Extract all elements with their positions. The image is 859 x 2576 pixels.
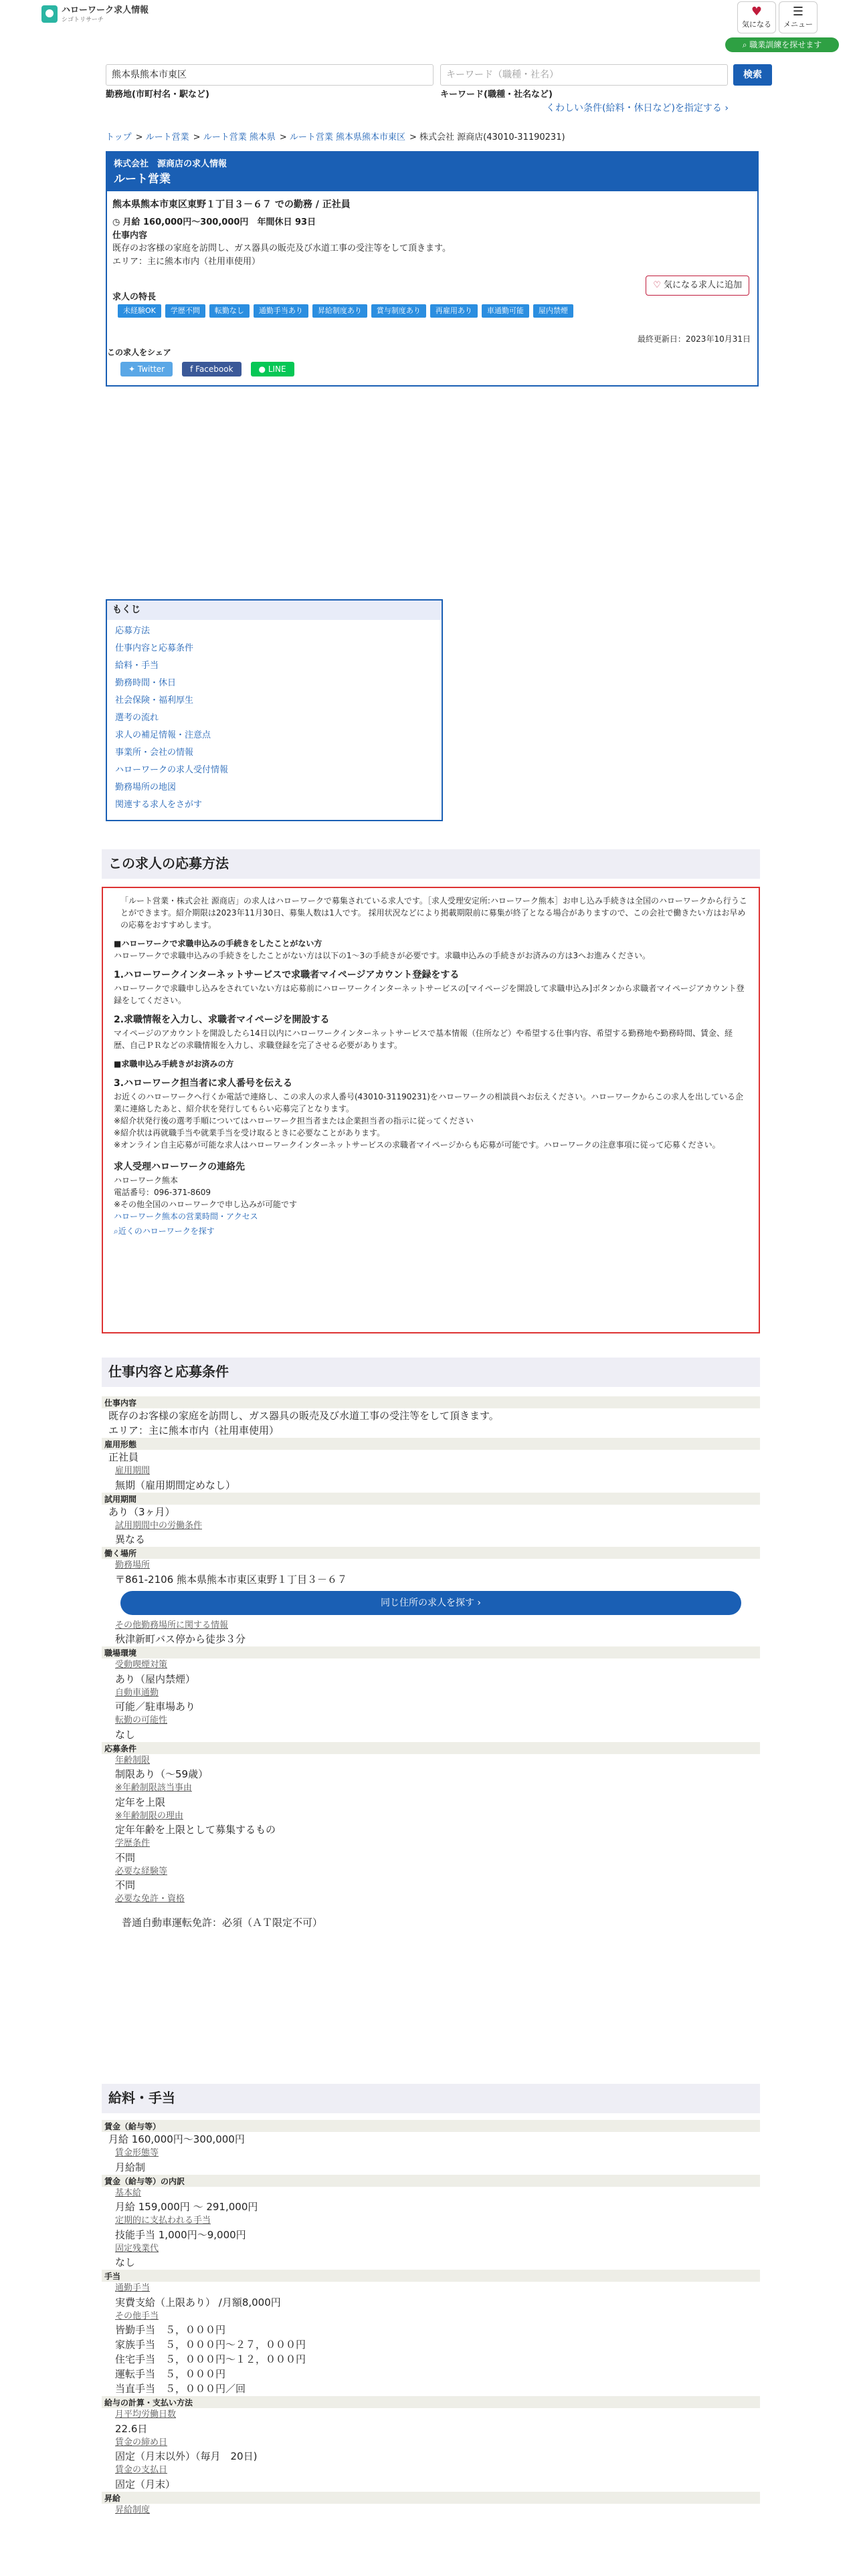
search-icon: ⌕: [742, 40, 750, 49]
sub-value: 異なる: [115, 1533, 146, 1545]
row-value: 既存のお客様の家庭を訪問し、ガス器具の販売及び水道工事の受注等をして頂きます。: [108, 1410, 499, 1422]
sub-value: 定年を上限: [115, 1796, 166, 1808]
job-summary-card: [106, 151, 759, 387]
keyword-input[interactable]: キーワード（職種・社名）: [440, 64, 728, 86]
twitter-label: Twitter: [137, 364, 165, 374]
hellowork-name: ハローワーク熊本: [114, 1176, 179, 1185]
sub-value: 〒861-2106 熊本県熊本市東区東野１丁目３－６７: [115, 1573, 347, 1586]
feature-tag[interactable]: 再雇用あり: [430, 304, 478, 318]
row-heading: 給与の計算・支払い方法: [102, 2396, 760, 2408]
sub-value: 制限あり（～59歳）: [115, 1768, 209, 1780]
twitter-icon: ✦: [128, 364, 138, 374]
apply-step2-heading: 2.求職情報を入力し、求職者マイページを開設する: [114, 1014, 330, 1025]
hellowork-hours-link[interactable]: ハローワーク熊本の営業時間・アクセス: [114, 1212, 258, 1221]
breadcrumb-item[interactable]: ルート営業: [145, 132, 189, 142]
sub-value: 住宅手当 ５，０００円～１２，０００円: [115, 2353, 306, 2365]
nearby-hellowork-link[interactable]: [114, 1225, 748, 1237]
toc-item[interactable]: 給料・手当: [115, 661, 159, 671]
facebook-icon: f: [190, 364, 196, 374]
breadcrumb-item[interactable]: トップ: [106, 132, 132, 142]
toc-item[interactable]: 関連する求人をさがす: [115, 800, 203, 810]
apply-step3-heading: 3.ハローワーク担当者に求人番号を伝える: [114, 1078, 293, 1089]
favorites-button[interactable]: [737, 1, 776, 33]
facebook-label: Facebook: [195, 364, 233, 374]
sub-value: 秋津新町バス停から徒歩３分: [115, 1633, 246, 1645]
area-input[interactable]: 熊本県熊本市東区: [106, 64, 434, 86]
feature-tags: [112, 304, 752, 318]
sub-value: なし: [115, 2256, 136, 2268]
toc-item[interactable]: 事業所・会社の情報: [115, 748, 194, 758]
sub-heading[interactable]: 定期的に支払われる手当: [115, 2216, 211, 2226]
job-card-header: [107, 152, 757, 191]
sub-heading[interactable]: ※年齢制限該当事由: [115, 1783, 192, 1793]
features-label: 求人の特長: [112, 292, 157, 302]
favorites-label: 気になる: [742, 20, 771, 29]
apply-first-text: ハローワークで求職申込みの手続きをしたことがない方は以下の1～3の手続きが必要です。求職申込みの手続きがお済みの方は3へお進みください。: [114, 951, 650, 960]
logo-subtitle: シゴトリサーチ: [62, 17, 104, 23]
nearby-hellowork-label: 近くのハローワークを探す: [118, 1226, 215, 1236]
logo-icon: [41, 5, 58, 23]
add-favorite-button[interactable]: [646, 276, 749, 296]
toc-item[interactable]: 勤務場所の地図: [115, 782, 177, 792]
row-heading: 職場環境: [102, 1646, 760, 1658]
table-of-contents: [106, 599, 443, 821]
training-label: 職業訓練を探せます: [749, 40, 822, 49]
sub-value: 可能／駐車場あり: [115, 1701, 196, 1713]
row-heading: 仕事内容: [102, 1396, 760, 1408]
apply-step1-heading: 1.ハローワークインターネットサービスで求職者マイページアカウント登録をする: [114, 970, 460, 980]
site-header: [0, 0, 859, 60]
sub-value: 月給 159,000円 ～ 291,000円: [115, 2201, 258, 2213]
sub-heading[interactable]: 年齢制限: [115, 1755, 151, 1765]
feature-tag[interactable]: 通勤手当あり: [254, 304, 308, 318]
sub-heading[interactable]: 通勤手当: [115, 2283, 151, 2293]
hellowork-tel: 電話番号：096-371-8609: [114, 1188, 211, 1197]
sub-heading[interactable]: その他手当: [115, 2311, 159, 2321]
toc-item[interactable]: 勤務時間・休日: [115, 678, 177, 688]
apply-method-box: [102, 887, 760, 1333]
sub-heading[interactable]: 試用期間中の労働条件: [115, 1520, 203, 1531]
apply-note: ※紹介状発行後の選考手順についてはハローワーク担当者または企業担当者の指示に従ってください: [114, 1116, 474, 1125]
line-share-button[interactable]: [251, 362, 294, 377]
row-value: エリア：主に熊本市内（社用車使用）: [108, 1424, 280, 1436]
advanced-search-link[interactable]: [546, 102, 729, 116]
advanced-search-text: くわしい条件(給料・休日など)を指定する: [546, 103, 722, 114]
line-label: LINE: [268, 364, 286, 374]
row-heading: 試用期間: [102, 1493, 760, 1505]
sub-heading[interactable]: 基本給: [115, 2187, 142, 2198]
hamburger-icon: ☰: [792, 5, 804, 19]
sub-heading[interactable]: その他勤務場所に関する情報: [115, 1620, 229, 1630]
feature-tag[interactable]: 学歴不問: [165, 304, 205, 318]
feature-tag[interactable]: 屋内禁煙: [533, 304, 573, 318]
breadcrumb: トップ > ルート営業 > ルート営業 熊本県 > ルート営業 熊本県熊本市東区 > 株式会社 源商店(43010-31190231): [106, 132, 565, 142]
sub-heading[interactable]: 転勤の可能性: [115, 1715, 168, 1725]
sub-value: なし: [115, 1728, 136, 1741]
toc-item[interactable]: 選考の流れ: [115, 713, 159, 723]
search-button[interactable]: 検索: [733, 64, 772, 86]
same-address-button[interactable]: 同じ住所の求人を探す ›: [120, 1591, 741, 1615]
breadcrumb-current: 株式会社 源商店(43010-31190231): [419, 132, 565, 142]
row-value: 正社員: [108, 1451, 139, 1463]
feature-tag[interactable]: 昇給制度あり: [312, 304, 367, 318]
training-search-button[interactable]: [725, 37, 839, 52]
sub-heading[interactable]: 必要な免許・資格: [115, 1894, 185, 1904]
sub-value: 運転手当 ５，０００円: [115, 2368, 226, 2380]
sub-value: 実費支給（上限あり） /月額8,000円: [115, 2296, 281, 2309]
apply-note: ※紹介状は再就職手当や就業手当を受け取るときに必要なことがあります。: [114, 1128, 385, 1138]
clock-icon: ◷: [112, 217, 120, 227]
job-description: 既存のお客様の家庭を訪問し、ガス器具の販売及び水道工事の受注等をして頂きます。: [112, 243, 451, 253]
toc-item[interactable]: 応募方法: [115, 626, 151, 636]
job-area: エリア：主に熊本市内（社用車使用）: [112, 256, 261, 267]
sub-heading[interactable]: 必要な経験等: [115, 1866, 168, 1876]
breadcrumb-item[interactable]: ルート営業 熊本県: [203, 132, 276, 142]
apply-note: ※オンライン自主応募が可能な求人はハローワークインターネットサービスの求職者マイページからも応募が可能です。ハローワークの注意事項に従って応募ください。: [114, 1140, 721, 1150]
area-label: 勤務地(市町村名・駅など): [106, 90, 209, 100]
salary: 月給 160,000円～300,000円: [122, 217, 249, 227]
pay-section: [102, 2120, 760, 2516]
feature-tag[interactable]: 未経験OK: [118, 304, 161, 318]
breadcrumb-item[interactable]: ルート営業 熊本県熊本市東区: [289, 132, 406, 142]
row-heading: 賃金（給与等）: [102, 2120, 760, 2132]
row-heading: 昇給: [102, 2492, 760, 2504]
row-heading: 応募条件: [102, 1742, 760, 1754]
toc-title: もくじ: [107, 601, 442, 620]
logo-title: ハローワーク求人情報: [62, 5, 149, 15]
sub-value: 皆勤手当 ５，０００円: [115, 2324, 226, 2336]
feature-tag[interactable]: 賞与制度あり: [371, 304, 426, 318]
sub-heading[interactable]: 自動車通勤: [115, 1687, 159, 1698]
menu-label: メニュー: [783, 20, 813, 29]
facebook-share-button[interactable]: [182, 362, 241, 377]
site-logo[interactable]: [41, 5, 149, 24]
sub-heading[interactable]: 受動喫煙対策: [115, 1660, 168, 1670]
apply-first-heading: ■ハローワークで求職申込みの手続きをしたことがない方: [114, 939, 322, 948]
sub-value: 固定（月末以外）（毎月 20日): [115, 2450, 258, 2462]
add-favorite-label: 気になる求人に追加: [663, 280, 742, 290]
sub-value: 22.6日: [115, 2422, 148, 2435]
sub-heading[interactable]: 固定残業代: [115, 2243, 159, 2254]
sub-heading[interactable]: 賃金の締め日: [115, 2437, 168, 2448]
sub-value: 不問: [115, 1851, 136, 1864]
toc-item[interactable]: 求人の補足情報・注意点: [115, 730, 211, 740]
sub-heading[interactable]: 月平均労働日数: [115, 2409, 177, 2420]
apply-step3-text: お近くのハローワークへ行くか電話で連絡し、この求人の求人番号(43010-31190231)をハローワークの相談員へお伝えください。ハローワークからこの求人を出している企業に連絡したあと、紹介状を発行してもらい応募完了となります。: [114, 1092, 743, 1113]
sub-value: あり（屋内禁煙）: [115, 1673, 196, 1685]
license-value: 普通自動車運転免許：必須（ＡＴ限定不可）: [122, 1916, 323, 1929]
sub-value: 無期（雇用期間定めなし）: [115, 1479, 236, 1491]
search-icon: ⌕: [114, 1226, 118, 1236]
row-value: 月給 160,000円～300,000円: [108, 2133, 245, 2145]
keyword-label: キーワード(職種・社名など): [440, 90, 553, 100]
job-conditions-section: [102, 1396, 760, 1939]
feature-tag[interactable]: 転勤なし: [209, 304, 250, 318]
annual-holidays: 年間休日 93日: [257, 217, 316, 227]
sub-heading[interactable]: 雇用期間: [115, 1466, 151, 1476]
apply-step1-text: ハローワークで求職申し込みをされていない方は応募前にハローワークインターネットサービスの[マイページを開設して求職申込み]ボタンから求職者マイページアカウント登録をしてください。: [114, 984, 745, 1005]
row-heading: 働く場所: [102, 1547, 760, 1559]
job-conditions-heading: 仕事内容と応募条件: [102, 1358, 760, 1387]
row-heading: 賃金（給与等）の内訳: [102, 2175, 760, 2187]
sub-heading[interactable]: 賃金形態等: [115, 2148, 159, 2158]
job-title: ルート営業: [114, 172, 171, 186]
twitter-share-button[interactable]: [120, 362, 173, 377]
apply-intro: 「ルート営業・株式会社 源商店」の求人はハローワークで募集されている求人です。［求人受理安定所:ハローワーク熊本］お申し込み手続きは全国のハローワークから行うことができます。紹介期限は2023年11月30日、募集人数は1人です。 採用状況などにより掲載期限前に募集が終了となる場合がありますので、この会社で働きたい方はお早めの応募をおすすめします。: [120, 896, 747, 930]
apply-done-heading: ■求職申込み手続きがお済みの方: [114, 1059, 234, 1069]
menu-button[interactable]: [779, 1, 818, 33]
sub-heading[interactable]: 昇給制度: [115, 2504, 151, 2515]
sub-value: 固定（月末）: [115, 2478, 176, 2490]
sub-value: 技能手当 1,000円～9,000円: [115, 2228, 246, 2241]
row-value: あり（3ヶ月）: [108, 1505, 175, 1518]
job-address: 熊本県熊本市東区東野１丁目３－６７ での勤務 / 正社員: [112, 199, 351, 210]
sub-value: 月給制: [115, 2161, 146, 2173]
sub-value: 当直手当 ５，０００円／回: [115, 2383, 246, 2395]
toc-item[interactable]: ハローワークの求人受付情報: [115, 765, 229, 775]
other-hellowork-note: ※その他全国のハローワークで申し込みが可能です: [114, 1200, 298, 1209]
desc-label: 仕事内容: [112, 230, 148, 241]
row-heading: 雇用形態: [102, 1438, 760, 1450]
toc-item[interactable]: 仕事内容と応募条件: [115, 643, 194, 653]
sub-heading[interactable]: 賃金の支払日: [115, 2465, 168, 2475]
toc-item[interactable]: 社会保険・福利厚生: [115, 695, 194, 706]
company-name: 株式会社 源商店の求人情報: [114, 159, 227, 169]
heart-icon: ♥: [751, 5, 763, 19]
line-icon: ●: [258, 364, 268, 374]
heart-outline-icon: ♡: [653, 280, 661, 290]
sub-value: 家族手当 ５，０００円～２７，０００円: [115, 2339, 306, 2351]
share-label: この求人をシェア: [107, 348, 171, 357]
feature-tag[interactable]: 車通勤可能: [482, 304, 529, 318]
apply-step2-text: マイページのアカウントを開設したら14日以内にハローワークインターネットサービスで基本情報（住所など）や希望する仕事内容、希望する勤務地や勤務時間、賃金、経歴、自己ＰＲなどの求職情報を入力し、求職登録を完了させる必要があります。: [114, 1029, 733, 1050]
sub-heading[interactable]: ※年齢制限の理由: [115, 1810, 183, 1821]
row-heading: 手当: [102, 2270, 760, 2282]
chevron-right-icon: ›: [725, 103, 729, 114]
sub-value: 定年年齢を上限として募集するもの: [115, 1824, 276, 1836]
pay-heading: 給料・手当: [102, 2084, 760, 2113]
contact-heading: 求人受理ハローワークの連絡先: [114, 1162, 245, 1172]
sub-value: 不問: [115, 1879, 136, 1891]
apply-section-heading: この求人の応募方法: [102, 849, 760, 879]
sub-heading[interactable]: 学歴条件: [115, 1838, 151, 1848]
sub-heading[interactable]: 勤務場所: [115, 1560, 151, 1570]
last-updated: 最終更新日：2023年10月31日: [637, 334, 751, 344]
